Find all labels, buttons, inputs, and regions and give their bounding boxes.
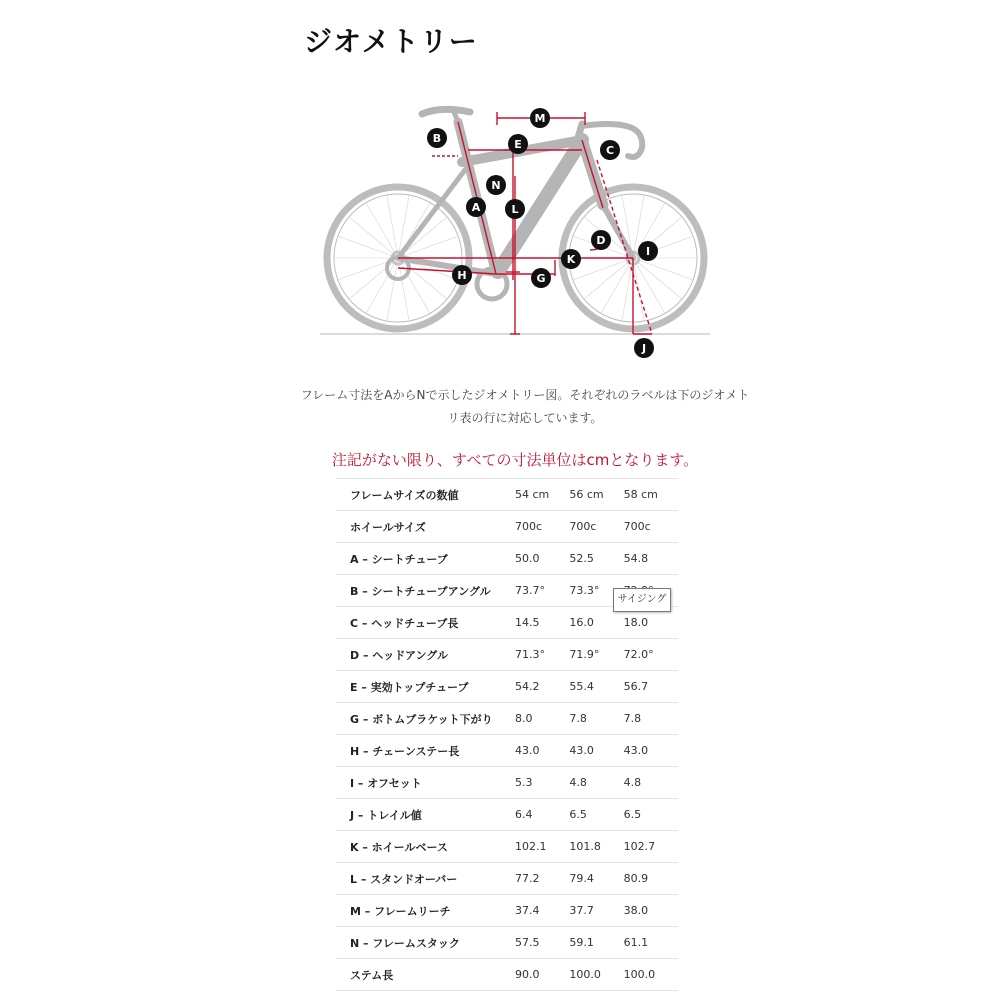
geometry-table — [336, 478, 678, 991]
row-value: 54 cm — [515, 488, 550, 501]
table-row — [336, 831, 678, 863]
row-value: 90.0 — [515, 968, 540, 981]
badge-N — [486, 175, 506, 195]
row-value: 58 cm — [623, 488, 658, 501]
table-row — [336, 799, 678, 831]
wheel-spoke — [633, 258, 681, 298]
row-value: 7.8 — [569, 712, 587, 725]
row-value: 79.4 — [569, 872, 594, 885]
row-label: C – ヘッドチューブ長 — [350, 616, 459, 630]
table-row — [336, 703, 678, 735]
row-value: 102.7 — [623, 840, 656, 853]
sizing-tooltip: サイジング — [613, 588, 671, 612]
table-row — [336, 767, 678, 799]
wheel-spoke — [350, 218, 398, 258]
row-value: 6.5 — [623, 808, 642, 821]
badge-M — [530, 108, 550, 128]
row-value: 4.8 — [623, 776, 642, 789]
row-label: B – シートチューブアングル — [350, 584, 491, 598]
badge-K — [561, 249, 581, 269]
row-value: 18.0 — [623, 616, 649, 629]
row-value: 101.8 — [569, 840, 601, 853]
row-value: 43.0 — [569, 744, 594, 757]
svg-text:M: M — [534, 112, 546, 125]
svg-text:G: G — [536, 272, 546, 285]
row-value: 43.0 — [515, 744, 540, 757]
badge-C — [600, 140, 620, 160]
row-label: N – フレームスタック — [350, 936, 460, 950]
svg-text:B: B — [432, 132, 442, 145]
row-value: 4.8 — [569, 776, 587, 789]
row-value: 56.7 — [623, 680, 649, 693]
row-value: 37.4 — [515, 904, 540, 917]
row-value: 8.0 — [515, 712, 533, 725]
table-row — [336, 895, 678, 927]
units-note: 注記がない限り、すべての寸法単位はcmとなります。 — [331, 451, 699, 469]
row-value: 71.3° — [515, 648, 546, 661]
diagram-caption: フレーム寸法をAからNで示したジオメトリー図。それぞれのラベルは下のジオメトリ表の行に対応しています。 — [300, 388, 750, 425]
badge-L — [505, 199, 525, 219]
table-row — [336, 639, 678, 671]
row-label: K – ホイールベース — [350, 840, 448, 854]
svg-text:E: E — [514, 138, 522, 151]
row-value: 50.0 — [515, 552, 540, 565]
row-value: 54.2 — [515, 680, 540, 693]
svg-text:K: K — [566, 253, 576, 266]
svg-text:L: L — [511, 203, 519, 216]
row-value: 5.3 — [515, 776, 533, 789]
badge-A — [466, 197, 486, 217]
row-value: 700c — [623, 520, 651, 533]
row-label: D – ヘッドアングル — [350, 648, 448, 662]
row-value: 102.1 — [515, 840, 547, 853]
row-label: G – ボトムブラケット下がり — [350, 712, 493, 726]
badge-D — [591, 230, 611, 250]
row-value: 100.0 — [623, 968, 656, 981]
badge-H — [452, 265, 472, 285]
row-value: 14.5 — [515, 616, 540, 629]
row-label: ステム長 — [350, 968, 394, 982]
table-row — [336, 735, 678, 767]
bike-geometry-diagram — [320, 100, 720, 370]
row-value: 37.7 — [569, 904, 594, 917]
table-row — [336, 479, 678, 511]
badge-G — [531, 268, 551, 288]
table-row — [336, 511, 678, 543]
wheel-spoke — [339, 236, 398, 258]
row-value: 71.9° — [569, 648, 600, 661]
row-value: 100.0 — [569, 968, 601, 981]
row-label: H – チェーンステー長 — [350, 744, 460, 758]
row-value: 77.2 — [515, 872, 540, 885]
row-label: J – トレイル値 — [350, 808, 422, 822]
row-value: 6.4 — [515, 808, 533, 821]
svg-text:D: D — [596, 234, 606, 247]
row-value: 59.1 — [569, 936, 594, 949]
row-label: A – シートチューブ — [350, 552, 448, 566]
badge-J — [634, 338, 654, 358]
row-value: 16.0 — [569, 616, 594, 629]
wheel-spoke — [633, 258, 692, 280]
badge-B — [427, 128, 447, 148]
row-value: 55.4 — [569, 680, 594, 693]
row-value: 61.1 — [623, 936, 649, 949]
page-title: ジオメトリー — [304, 25, 478, 58]
row-value: 80.9 — [623, 872, 649, 885]
row-value: 73.7° — [515, 584, 546, 597]
row-value: 73.3° — [569, 584, 600, 597]
row-value: 72.0° — [623, 648, 654, 661]
badge-E — [508, 134, 528, 154]
svg-text:I: I — [645, 245, 651, 258]
table-row — [336, 543, 678, 575]
svg-text:H: H — [457, 269, 467, 282]
svg-text:J: J — [641, 342, 647, 355]
row-value: 700c — [569, 520, 597, 533]
row-value: 7.8 — [623, 712, 642, 725]
row-value: 54.8 — [623, 552, 649, 565]
row-label: I – オフセット — [350, 776, 422, 790]
row-value: 52.5 — [569, 552, 594, 565]
svg-text:N: N — [491, 179, 501, 192]
row-label: E – 実効トップチューブ — [350, 680, 469, 694]
row-value: 43.0 — [623, 744, 649, 757]
svg-text:C: C — [605, 144, 615, 157]
svg-text:A: A — [471, 201, 481, 214]
row-value: 56 cm — [569, 488, 604, 501]
row-value: 6.5 — [569, 808, 587, 821]
row-value: 700c — [515, 520, 543, 533]
row-label: フレームサイズの数値 — [350, 488, 459, 502]
row-value: 57.5 — [515, 936, 540, 949]
wheel-spoke — [585, 258, 633, 298]
row-label: M – フレームリーチ — [350, 904, 451, 918]
table-row — [336, 863, 678, 895]
row-value: 38.0 — [623, 904, 649, 917]
table-row — [336, 671, 678, 703]
table-row — [336, 927, 678, 959]
row-label: ホイールサイズ — [350, 520, 426, 534]
wheel-spoke — [574, 258, 633, 280]
badge-I — [638, 241, 658, 261]
table-row — [336, 959, 678, 991]
row-label: L – スタンドオーバー — [350, 872, 458, 886]
